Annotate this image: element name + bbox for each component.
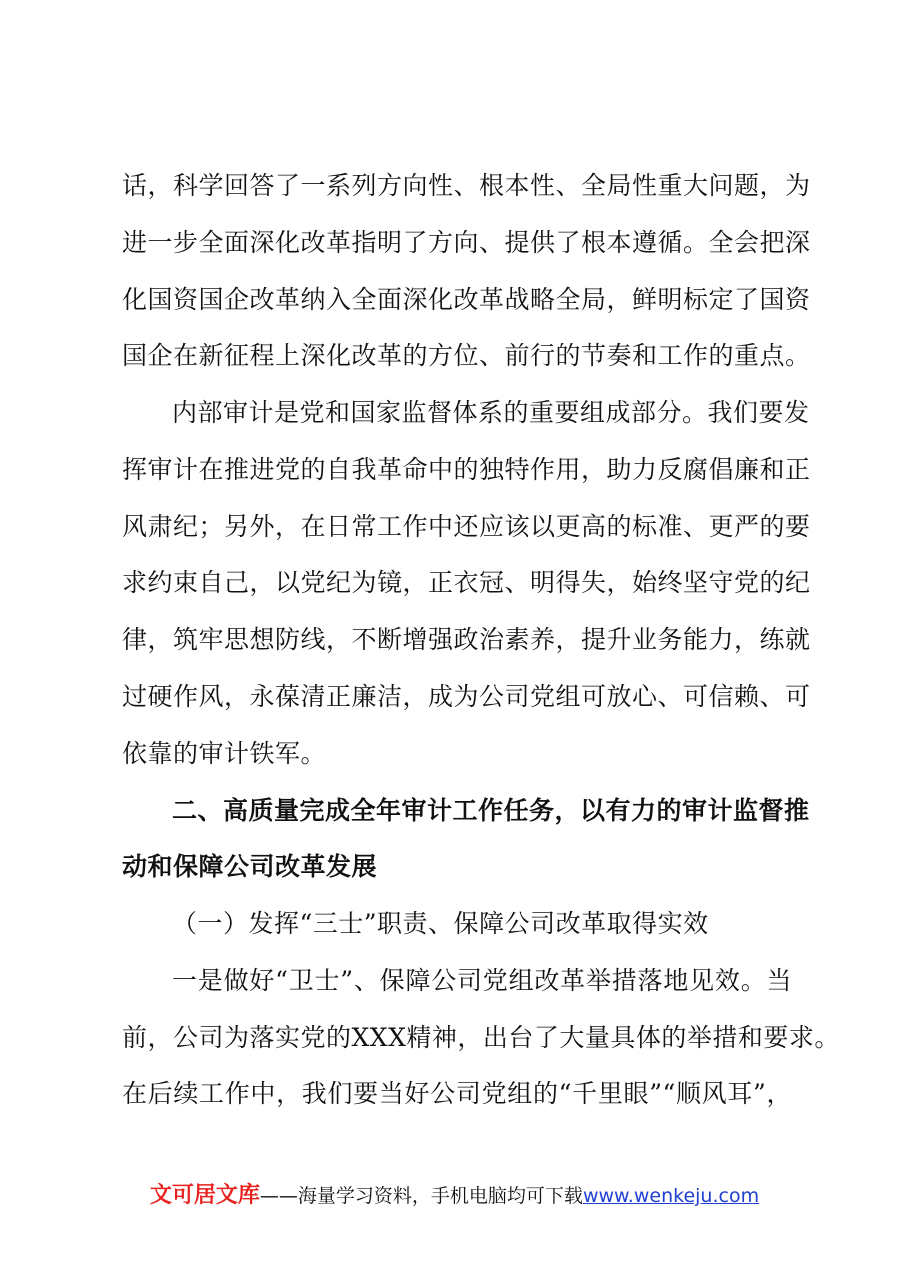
paragraph-line: 在后续工作中，我们要当好公司党组的“千里眼”“顺风耳”，: [122, 1079, 792, 1108]
paragraph-line: 求约束自己，以党纪为镜，正衣冠、明得失，始终坚守党的纪: [122, 568, 811, 597]
paragraph-last-line: 依靠的审计铁军。: [122, 739, 327, 768]
paragraph-line: 过硬作风，永葆清正廉洁，成为公司党组可放心、可信赖、可: [122, 682, 811, 711]
footer-link[interactable]: www.wenkeju.com: [582, 1185, 760, 1207]
paragraph-line: 国企在新征程上深化改革的方位、前行的节奏和工作的重点。: [122, 341, 811, 370]
footer-brand: 文可居文库: [149, 1183, 260, 1208]
paragraph-line: 化国资国企改革纳入全面深化改革战略全局，鲜明标定了国资: [122, 285, 811, 314]
section-heading: 二、高质量完成全年审计工作任务，以有力的审计监督推: [172, 796, 810, 825]
paragraph-line: 挥审计在推进党的自我革命中的独特作用，助力反腐倡廉和正: [122, 455, 811, 484]
section-heading-continued: 动和保障公司改革发展: [122, 852, 378, 881]
paragraph-line: 进一步全面深化改革指明了方向、提供了根本遵循。全会把深: [122, 228, 811, 257]
page-footer: [0, 1182, 909, 1210]
paragraph-line: 律，筑牢思想防线，不断增强政治素养，提升业务能力，练就: [122, 625, 811, 654]
paragraph-first-line: 内部审计是党和国家监督体系的重要组成部分。我们要发: [172, 398, 810, 427]
paragraph-line: 前，公司为落实党的XXX精神，出台了大量具体的举措和要求。: [122, 1023, 840, 1052]
paragraph-first-line: 一是做好“卫士”、保障公司党组改革举措落地见效。当: [172, 966, 792, 995]
paragraph-line: 风肃纪；另外，在日常工作中还应该以更高的标准、更严的要: [122, 512, 811, 541]
footer-tagline: ——海量学习资料，手机电脑均可下载: [259, 1185, 583, 1207]
paragraph-line: 话，科学回答了一系列方向性、根本性、全局性重大问题，为: [122, 171, 811, 200]
subsection-heading: （一）发挥“三士”职责、保障公司改革取得实效: [172, 909, 709, 938]
